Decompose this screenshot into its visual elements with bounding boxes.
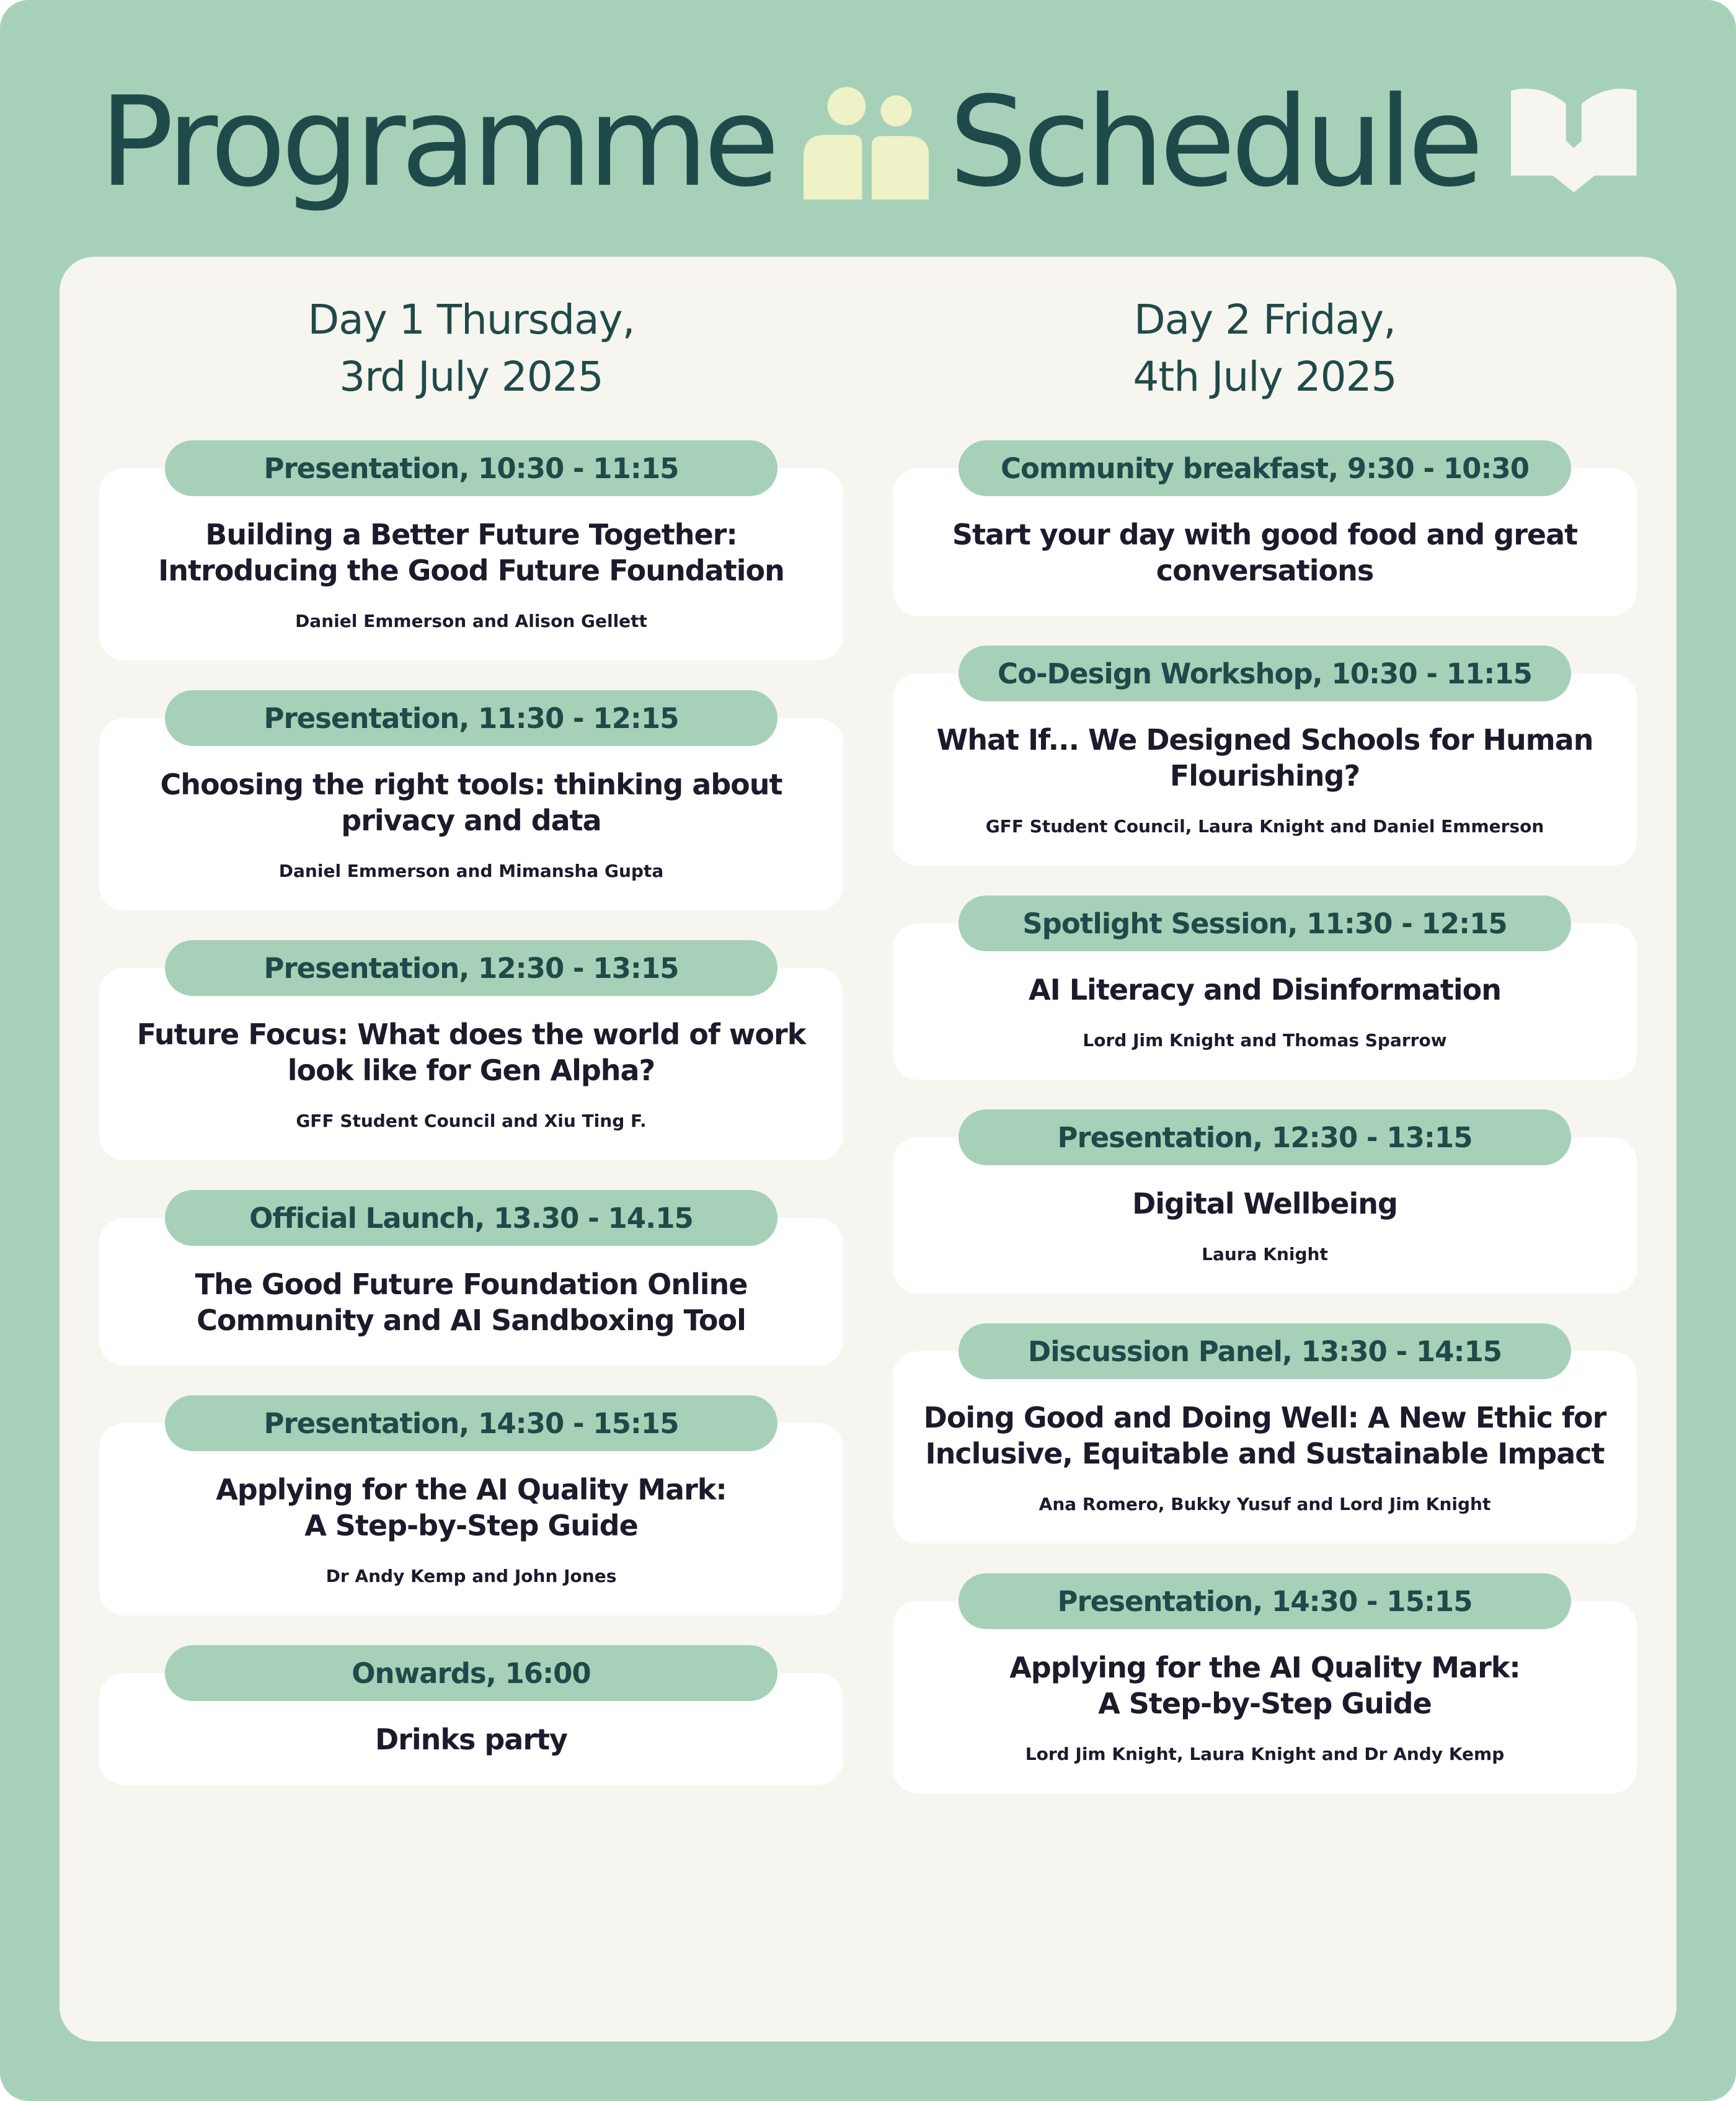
session-tag: Co-Design Workshop, 10:30 - 11:15 <box>959 646 1571 701</box>
session-card <box>99 468 843 660</box>
session-title: What If... We Designed Schools for Human Flourishing? <box>936 723 1593 793</box>
page-header <box>99 68 1637 217</box>
schedule-item <box>99 440 843 660</box>
schedule-item <box>99 1645 843 1785</box>
schedule-item <box>893 440 1637 616</box>
session-card <box>893 673 1637 866</box>
session-title: Doing Good and Doing Well: A New Ethic for Inclusive, Equitable and Sustainable Impact <box>923 1401 1606 1470</box>
day-2-title: Day 2 Friday, 4th July 2025 <box>1133 296 1397 401</box>
session-card <box>99 968 843 1160</box>
session-title: Building a Better Future Together: Introducing the Good Future Foundation <box>158 518 784 587</box>
title-left: Programme <box>99 70 775 215</box>
session-title: Applying for the AI Quality Mark: A Step-by-Step Guide <box>1009 1651 1520 1720</box>
session-tag: Spotlight Session, 11:30 - 12:15 <box>959 895 1571 951</box>
session-tag: Presentation, 12:30 - 13:15 <box>165 940 777 996</box>
day-1-title: Day 1 Thursday, 3rd July 2025 <box>308 296 635 401</box>
session-card <box>99 1423 843 1615</box>
session-card <box>893 1351 1637 1544</box>
session-speakers: Lord Jim Knight, Laura Knight and Dr Andy Kemp <box>1025 1744 1505 1764</box>
session-card <box>99 718 843 910</box>
session-title: The Good Future Foundation Online Community and AI Sandboxing Tool <box>195 1268 748 1337</box>
schedule-item <box>99 690 843 910</box>
schedule-item <box>99 1395 843 1615</box>
schedule-item <box>893 895 1637 1080</box>
session-speakers: Ana Romero, Bukky Yusuf and Lord Jim Knight <box>1038 1494 1491 1514</box>
session-title: Start your day with good food and great conversations <box>952 518 1578 587</box>
session-tag: Discussion Panel, 13:30 - 14:15 <box>959 1323 1571 1379</box>
schedule-item <box>893 1323 1637 1544</box>
schedule-item <box>99 940 843 1160</box>
session-tag: Presentation, 12:30 - 13:15 <box>959 1109 1571 1165</box>
session-title: Applying for the AI Quality Mark: A Step-by-Step Guide <box>216 1473 727 1542</box>
session-tag: Onwards, 16:00 <box>165 1645 777 1701</box>
session-card <box>893 1601 1637 1793</box>
session-tag: Presentation, 14:30 - 15:15 <box>959 1573 1571 1629</box>
session-tag: Presentation, 11:30 - 12:15 <box>165 690 777 746</box>
schedule-item <box>99 1190 843 1366</box>
open-book-icon <box>1511 84 1637 202</box>
people-icon <box>804 84 929 202</box>
day-2-column <box>893 291 1637 1823</box>
session-title: Future Focus: What does the world of work look like for Gen Alpha? <box>136 1018 806 1087</box>
schedule-item <box>893 1109 1637 1294</box>
session-speakers: Dr Andy Kemp and John Jones <box>326 1566 617 1586</box>
session-title: AI Literacy and Disinformation <box>1029 973 1501 1006</box>
session-tag: Presentation, 10:30 - 11:15 <box>165 440 777 496</box>
session-title: Digital Wellbeing <box>1132 1187 1397 1220</box>
schedule-item <box>893 1573 1637 1793</box>
session-speakers: GFF Student Council, Laura Knight and Daniel Emmerson <box>985 816 1544 837</box>
session-speakers: Laura Knight <box>1202 1244 1328 1264</box>
session-tag: Community breakfast, 9:30 - 10:30 <box>959 440 1571 496</box>
day-1-column <box>99 291 843 1814</box>
session-title: Drinks party <box>375 1723 567 1756</box>
title-right: Schedule <box>949 70 1479 215</box>
session-speakers: Daniel Emmerson and Alison Gellett <box>295 611 647 631</box>
session-speakers: Lord Jim Knight and Thomas Sparrow <box>1083 1030 1447 1050</box>
session-speakers: GFF Student Council and Xiu Ting F. <box>296 1111 647 1131</box>
session-tag: Presentation, 14:30 - 15:15 <box>165 1395 777 1451</box>
session-title: Choosing the right tools: thinking about privacy and data <box>160 768 782 837</box>
day-1-items <box>99 440 843 1785</box>
session-speakers: Daniel Emmerson and Mimansha Gupta <box>278 861 664 881</box>
day-2-items <box>893 440 1637 1793</box>
schedule-item <box>893 646 1637 866</box>
session-tag: Official Launch, 13.30 - 14.15 <box>165 1190 777 1246</box>
